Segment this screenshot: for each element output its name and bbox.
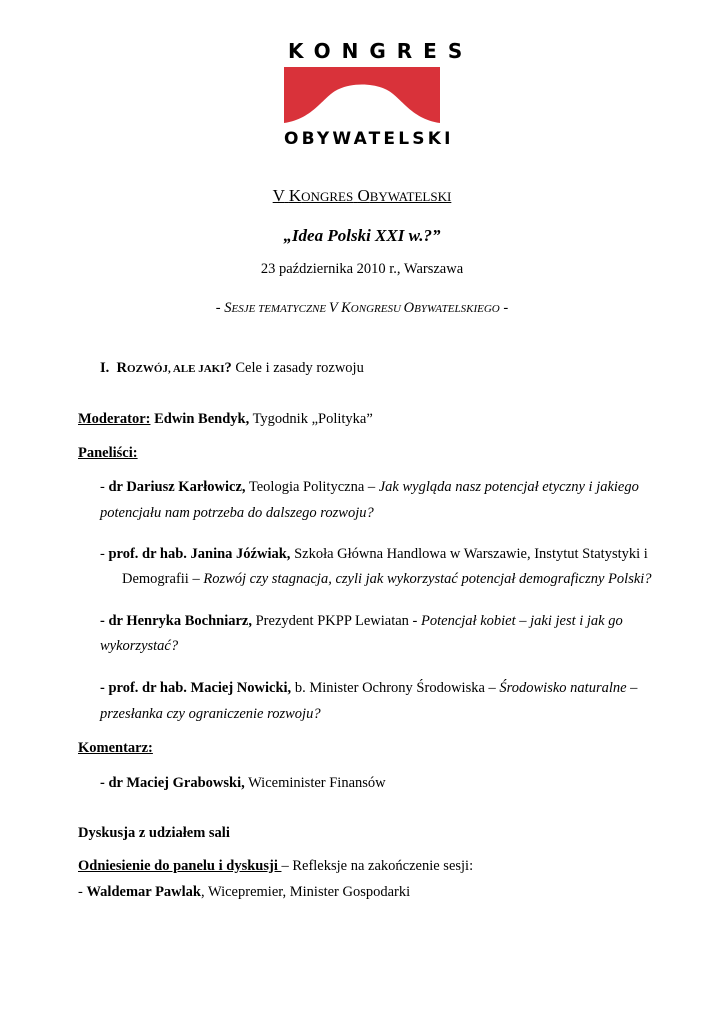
- event-date: 23 października 2010 r., Warszawa: [260, 261, 464, 277]
- sessions-heading: - SESJE TEMATYCZNE V KONGRESU OBYWATELSKIEGO -: [215, 300, 509, 316]
- panelist-3-line-2: wykorzystać?: [100, 638, 179, 654]
- logo-top-text: KONGRES: [288, 39, 474, 63]
- panelist-1-line-1: - dr Dariusz Karłowicz, Teologia Polityczna – Jak wygląda nasz potencjał etyczny i jakiego: [100, 479, 639, 495]
- commentary-label: Komentarz:: [78, 740, 153, 756]
- panelist-2-line-1: - prof. dr hab. Janina Jóźwiak, Szkoła Główna Handlowa w Warszawie, Instytut Statystyki i: [100, 546, 648, 562]
- reference-speaker-line: - Waldemar Pawlak, Wicepremier, Minister Gospodarki: [78, 884, 411, 900]
- document-subtitle: „Idea Polski XXI w.?”: [283, 226, 441, 245]
- panelist-3-line-1: - dr Henryka Bochniarz, Prezydent PKPP Lewiatan - Potencjał kobiet – jaki jest i jak go: [100, 613, 623, 629]
- discussion-line: Dyskusja z udziałem sali: [78, 825, 230, 841]
- reference-line: Odniesienie do panelu i dyskusji – Refleksje na zakończenie sesji:: [78, 858, 474, 874]
- document-title: V KONGRES OBYWATELSKI: [272, 186, 452, 205]
- panelist-4-line-2: przesłanka czy ograniczenie rozwoju?: [100, 706, 321, 722]
- commentary-line: - dr Maciej Grabowski, Wiceminister Finansów: [100, 775, 386, 791]
- panelist-4-line-1: - prof. dr hab. Maciej Nowicki, b. Minister Ochrony Środowiska – Środowisko naturalne –: [100, 680, 638, 696]
- logo-bottom-text: OBYWATELSKI: [284, 129, 454, 149]
- panelist-1-line-2: potencjału nam potrzeba do dalszego rozwoju?: [100, 505, 374, 521]
- section-heading: I. ROZWÓJ, ALE JAKI? Cele i zasady rozwoju: [100, 360, 364, 376]
- moderator-line: Moderator: Edwin Bendyk, Tygodnik „Polityka”: [78, 411, 373, 427]
- kongres-logo: [282, 39, 474, 150]
- panelist-2-line-2: Demografii – Rozwój czy stagnacja, czyli jak wykorzystać potencjał demograficzny Polski?: [122, 571, 652, 587]
- panelists-label: Paneliści:: [78, 445, 138, 461]
